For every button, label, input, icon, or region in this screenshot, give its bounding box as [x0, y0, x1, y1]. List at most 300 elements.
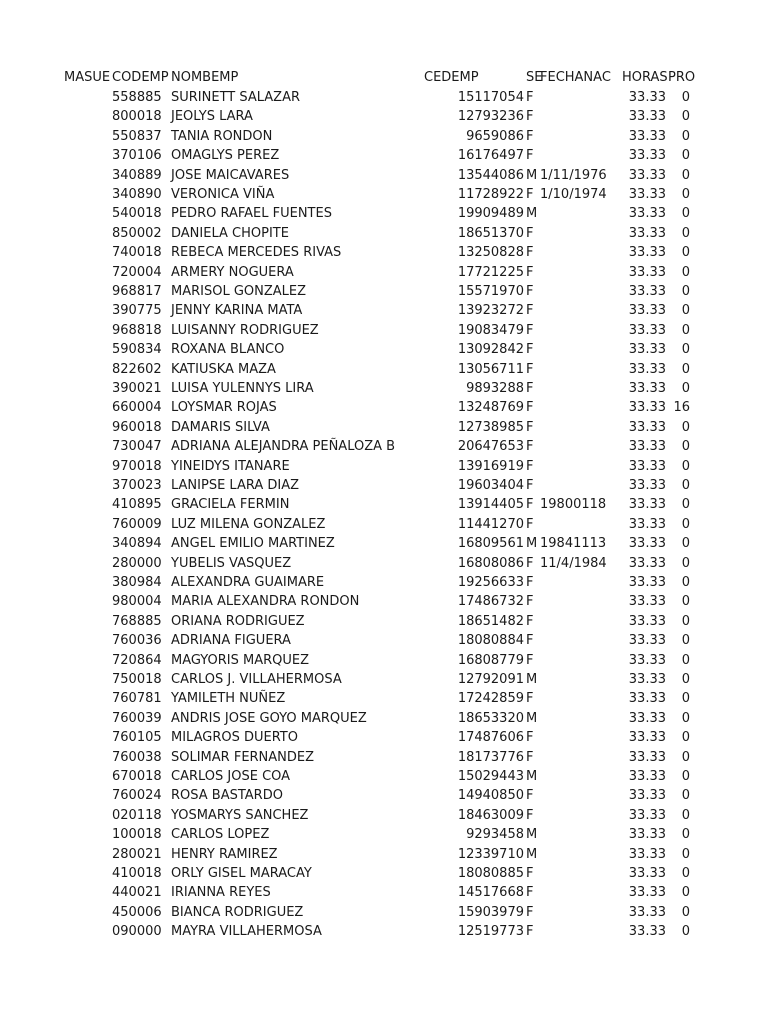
cell-horas: 33.33 — [628, 594, 666, 610]
cell-sex: F — [526, 225, 534, 241]
cell-pro: 0 — [681, 691, 690, 707]
cell-cedemp: 15117054 — [457, 90, 524, 105]
table-row — [0, 457, 768, 476]
cell-codemp: 750018 — [112, 672, 162, 687]
cell-pro: 0 — [681, 497, 690, 513]
cell-nombemp: REBECA MERCEDES RIVAS — [171, 245, 342, 261]
cell-sex: F — [526, 594, 534, 610]
cell-sex: F — [526, 885, 534, 901]
cell-horas: 33.33 — [628, 167, 666, 183]
table-row — [0, 107, 768, 126]
table-row — [0, 554, 768, 573]
cell-pro: 0 — [681, 322, 690, 338]
cell-codemp: 850002 — [112, 225, 162, 241]
cell-horas: 33.33 — [628, 497, 666, 513]
table-row — [0, 321, 768, 340]
cell-pro: 0 — [681, 419, 690, 435]
table-row — [0, 224, 768, 243]
cell-codemp: 968817 — [112, 284, 162, 299]
cell-horas: 33.33 — [628, 284, 666, 299]
table-row — [0, 127, 768, 146]
cell-nombemp: ROXANA BLANCO — [171, 342, 285, 358]
table-row — [0, 689, 768, 708]
cell-pro: 0 — [681, 594, 690, 610]
cell-fechanac: 11/4/1984 — [540, 555, 607, 571]
cell-nombemp: GRACIELA FERMIN — [171, 497, 290, 513]
cell-pro: 0 — [681, 807, 690, 823]
cell-sex: F — [526, 555, 534, 571]
cell-horas: 33.33 — [628, 613, 666, 629]
cell-sex: F — [526, 866, 534, 881]
cell-horas: 33.33 — [628, 730, 666, 746]
cell-codemp: 980004 — [112, 594, 162, 610]
header-masue: MASUE — [64, 70, 111, 85]
cell-cedemp: 13250828 — [457, 245, 524, 261]
cell-cedemp: 15903979 — [457, 904, 524, 920]
cell-sex: F — [526, 284, 534, 299]
cell-codemp: 760038 — [112, 749, 162, 765]
cell-codemp: 740018 — [112, 245, 162, 261]
cell-horas: 33.33 — [628, 342, 666, 358]
cell-sex: F — [526, 90, 534, 105]
cell-nombemp: ADRIANA ALEJANDRA PEÑALOZA B — [171, 439, 396, 455]
cell-horas: 33.33 — [628, 187, 666, 202]
cell-sex: M — [526, 710, 538, 726]
header-codemp: CODEMP — [112, 70, 169, 85]
cell-horas: 33.33 — [628, 672, 666, 687]
cell-nombemp: SURINETT SALAZAR — [171, 90, 301, 105]
cell-horas: 33.33 — [628, 361, 666, 377]
cell-horas: 33.33 — [628, 866, 666, 881]
cell-fechanac: 19800118 — [540, 497, 607, 513]
cell-sex: F — [526, 361, 534, 377]
cell-nombemp: MARIA ALEXANDRA RONDON — [171, 594, 360, 610]
cell-horas: 33.33 — [628, 148, 666, 164]
cell-horas: 33.33 — [628, 439, 666, 455]
cell-cedemp: 18463009 — [457, 807, 524, 823]
cell-cedemp: 13056711 — [457, 361, 524, 377]
table-row — [0, 340, 768, 359]
cell-pro: 0 — [681, 206, 690, 222]
cell-nombemp: MARISOL GONZALEZ — [171, 284, 307, 299]
cell-codemp: 550837 — [112, 128, 162, 144]
table-row — [0, 263, 768, 282]
cell-sex: F — [526, 749, 534, 765]
cell-cedemp: 12738985 — [457, 419, 524, 435]
cell-nombemp: SOLIMAR FERNANDEZ — [171, 749, 315, 765]
table-row — [0, 922, 768, 941]
cell-horas: 33.33 — [628, 322, 666, 338]
cell-sex: M — [526, 206, 538, 222]
cell-nombemp: TANIA RONDON — [171, 128, 273, 144]
table-row — [0, 418, 768, 437]
table-row — [0, 437, 768, 456]
cell-pro: 0 — [681, 536, 690, 552]
cell-fechanac: 1/11/1976 — [540, 167, 607, 183]
cell-sex: M — [526, 769, 538, 784]
table-row — [0, 612, 768, 631]
cell-nombemp: YAMILETH NUÑEZ — [171, 691, 286, 707]
cell-horas: 33.33 — [628, 788, 666, 804]
table-row — [0, 301, 768, 320]
cell-cedemp: 16176497 — [457, 148, 524, 164]
cell-cedemp: 15571970 — [457, 284, 524, 299]
cell-nombemp: OMAGLYS PEREZ — [171, 148, 280, 164]
cell-nombemp: ALEXANDRA GUAIMARE — [171, 575, 325, 590]
table-row — [0, 185, 768, 204]
cell-cedemp: 17486732 — [457, 594, 524, 610]
cell-pro: 0 — [681, 361, 690, 377]
cell-sex: F — [526, 924, 534, 940]
cell-codemp: 720864 — [112, 652, 162, 668]
cell-sex: F — [526, 439, 534, 455]
cell-horas: 33.33 — [628, 206, 666, 222]
cell-cedemp: 20647653 — [457, 439, 524, 455]
cell-cedemp: 13916919 — [457, 458, 524, 474]
table-row — [0, 825, 768, 844]
cell-horas: 33.33 — [628, 381, 666, 396]
cell-sex: F — [526, 458, 534, 474]
cell-horas: 33.33 — [628, 400, 666, 416]
table-row — [0, 631, 768, 650]
cell-cedemp: 17721225 — [457, 264, 524, 280]
cell-horas: 33.33 — [628, 807, 666, 823]
table-row — [0, 767, 768, 786]
cell-codemp: 800018 — [112, 109, 162, 125]
cell-pro: 0 — [681, 148, 690, 164]
cell-horas: 33.33 — [628, 749, 666, 765]
cell-cedemp: 18173776 — [457, 749, 524, 765]
cell-pro: 0 — [681, 187, 690, 202]
cell-horas: 33.33 — [628, 419, 666, 435]
cell-sex: F — [526, 652, 534, 668]
cell-codemp: 410895 — [112, 497, 162, 513]
cell-nombemp: YUBELIS VASQUEZ — [171, 555, 292, 571]
cell-pro: 0 — [681, 652, 690, 668]
cell-pro: 0 — [681, 90, 690, 105]
cell-sex: F — [526, 516, 534, 532]
cell-horas: 33.33 — [628, 885, 666, 901]
cell-codemp: 390775 — [112, 303, 162, 319]
cell-pro: 0 — [681, 516, 690, 532]
cell-nombemp: MILAGROS DUERTO — [171, 730, 298, 746]
cell-sex: F — [526, 497, 534, 513]
cell-pro: 0 — [681, 788, 690, 804]
cell-codemp: 760009 — [112, 516, 162, 532]
cell-codemp: 760024 — [112, 788, 162, 804]
cell-pro: 0 — [681, 769, 690, 784]
cell-cedemp: 15029443 — [457, 769, 524, 784]
cell-sex: F — [526, 264, 534, 280]
cell-nombemp: YINEIDYS ITANARE — [171, 458, 290, 474]
cell-pro: 0 — [681, 381, 690, 396]
cell-pro: 0 — [681, 827, 690, 843]
table-row — [0, 360, 768, 379]
cell-codemp: 280000 — [112, 555, 162, 571]
cell-sex: F — [526, 633, 534, 649]
cell-codemp: 730047 — [112, 439, 162, 455]
cell-horas: 33.33 — [628, 904, 666, 920]
cell-cedemp: 19083479 — [457, 322, 524, 338]
table-row — [0, 515, 768, 534]
cell-cedemp: 18080885 — [457, 866, 524, 881]
cell-sex: M — [526, 167, 538, 183]
cell-cedemp: 13544086 — [457, 167, 524, 183]
cell-nombemp: DANIELA CHOPITE — [171, 225, 289, 241]
cell-pro: 0 — [681, 478, 690, 493]
cell-codemp: 558885 — [112, 90, 162, 105]
cell-cedemp: 9893288 — [466, 381, 524, 396]
cell-horas: 33.33 — [628, 225, 666, 241]
table-row — [0, 282, 768, 301]
cell-sex: F — [526, 381, 534, 396]
cell-nombemp: BIANCA RODRIGUEZ — [171, 904, 304, 920]
cell-horas: 33.33 — [628, 633, 666, 649]
cell-cedemp: 12792091 — [457, 672, 524, 687]
cell-cedemp: 13092842 — [457, 342, 524, 358]
table-row — [0, 845, 768, 864]
cell-horas: 33.33 — [628, 478, 666, 493]
cell-cedemp: 19603404 — [457, 478, 524, 493]
cell-codemp: 960018 — [112, 419, 162, 435]
table-row — [0, 709, 768, 728]
header-cedemp: CEDEMP — [424, 70, 479, 85]
header-pro: PRO — [668, 70, 696, 85]
cell-cedemp: 13248769 — [457, 400, 524, 416]
cell-cedemp: 12339710 — [457, 846, 524, 862]
cell-sex: F — [526, 419, 534, 435]
cell-codemp: 450006 — [112, 904, 162, 920]
cell-sex: F — [526, 575, 534, 590]
cell-sex: F — [526, 303, 534, 319]
cell-nombemp: VERONICA VIÑA — [171, 187, 275, 202]
cell-horas: 33.33 — [628, 264, 666, 280]
cell-codemp: 370106 — [112, 148, 162, 164]
cell-codemp: 340889 — [112, 167, 162, 183]
header-row — [0, 68, 768, 87]
table-row — [0, 204, 768, 223]
cell-cedemp: 9659086 — [466, 128, 524, 144]
cell-nombemp: ARMERY NOGUERA — [171, 264, 294, 280]
cell-nombemp: CARLOS J. VILLAHERMOSA — [171, 672, 342, 687]
cell-sex: F — [526, 730, 534, 746]
cell-cedemp: 13923272 — [457, 303, 524, 319]
cell-nombemp: ORIANA RODRIGUEZ — [171, 613, 305, 629]
cell-nombemp: ADRIANA FIGUERA — [171, 633, 291, 649]
table-row — [0, 670, 768, 689]
cell-cedemp: 12793236 — [457, 109, 524, 125]
table-row — [0, 864, 768, 883]
cell-cedemp: 19909489 — [457, 206, 524, 222]
cell-sex: F — [526, 322, 534, 338]
cell-codemp: 380984 — [112, 575, 162, 590]
cell-horas: 33.33 — [628, 245, 666, 261]
cell-nombemp: ORLY GISEL MARACAY — [171, 866, 312, 881]
cell-codemp: 760781 — [112, 691, 162, 707]
cell-pro: 0 — [681, 555, 690, 571]
cell-codemp: 280021 — [112, 846, 162, 862]
cell-sex: F — [526, 342, 534, 358]
cell-pro: 16 — [673, 400, 690, 416]
cell-codemp: 720004 — [112, 264, 162, 280]
cell-horas: 33.33 — [628, 536, 666, 552]
cell-codemp: 970018 — [112, 458, 162, 474]
cell-horas: 33.33 — [628, 652, 666, 668]
table-row — [0, 495, 768, 514]
cell-codemp: 540018 — [112, 206, 162, 222]
cell-nombemp: KATIUSKA MAZA — [171, 361, 276, 377]
cell-pro: 0 — [681, 284, 690, 299]
cell-nombemp: JOSE MAICAVARES — [171, 167, 290, 183]
cell-sex: F — [526, 613, 534, 629]
cell-pro: 0 — [681, 342, 690, 358]
cell-codemp: 100018 — [112, 827, 162, 843]
cell-horas: 33.33 — [628, 827, 666, 843]
cell-nombemp: JEOLYS LARA — [171, 109, 253, 125]
table-row — [0, 166, 768, 185]
cell-cedemp: 18653320 — [457, 710, 524, 726]
cell-sex: F — [526, 788, 534, 804]
cell-nombemp: IRIANNA REYES — [171, 885, 271, 901]
cell-codemp: 090000 — [112, 924, 162, 940]
cell-codemp: 340890 — [112, 187, 162, 202]
cell-pro: 0 — [681, 128, 690, 144]
cell-cedemp: 18651482 — [457, 613, 524, 629]
header-horas: HORAS — [622, 70, 668, 85]
cell-nombemp: LOYSMAR ROJAS — [171, 400, 277, 416]
cell-nombemp: MAGYORIS MARQUEZ — [171, 652, 310, 668]
cell-codemp: 968818 — [112, 322, 162, 338]
cell-pro: 0 — [681, 167, 690, 183]
cell-sex: F — [526, 148, 534, 164]
cell-codemp: 822602 — [112, 361, 162, 377]
cell-nombemp: ANDRIS JOSE GOYO MARQUEZ — [171, 710, 367, 726]
cell-horas: 33.33 — [628, 109, 666, 125]
cell-codemp: 340894 — [112, 536, 162, 552]
cell-cedemp: 16808086 — [457, 555, 524, 571]
cell-pro: 0 — [681, 730, 690, 746]
cell-horas: 33.33 — [628, 458, 666, 474]
cell-sex: F — [526, 109, 534, 125]
cell-pro: 0 — [681, 885, 690, 901]
table-row — [0, 476, 768, 495]
cell-cedemp: 16808779 — [457, 652, 524, 668]
cell-sex: M — [526, 846, 538, 862]
cell-sex: F — [526, 187, 534, 202]
cell-pro: 0 — [681, 458, 690, 474]
cell-nombemp: CARLOS LOPEZ — [171, 827, 270, 843]
cell-pro: 0 — [681, 904, 690, 920]
cell-nombemp: MAYRA VILLAHERMOSA — [171, 924, 322, 940]
cell-nombemp: CARLOS JOSE COA — [171, 769, 291, 784]
cell-nombemp: JENNY KARINA MATA — [171, 303, 303, 319]
cell-nombemp: YOSMARYS SANCHEZ — [171, 807, 309, 823]
cell-cedemp: 14940850 — [457, 788, 524, 804]
cell-codemp: 370023 — [112, 478, 162, 493]
cell-fechanac: 1/10/1974 — [540, 187, 607, 202]
cell-pro: 0 — [681, 245, 690, 261]
table-row — [0, 651, 768, 670]
table-row — [0, 806, 768, 825]
cell-cedemp: 11441270 — [457, 516, 524, 532]
cell-cedemp: 9293458 — [466, 827, 524, 843]
table-row — [0, 728, 768, 747]
cell-pro: 0 — [681, 303, 690, 319]
cell-sex: F — [526, 478, 534, 493]
cell-codemp: 760039 — [112, 710, 162, 726]
cell-horas: 33.33 — [628, 924, 666, 940]
cell-codemp: 590834 — [112, 342, 162, 358]
table-row — [0, 88, 768, 107]
cell-nombemp: PEDRO RAFAEL FUENTES — [171, 206, 332, 222]
cell-pro: 0 — [681, 109, 690, 125]
cell-codemp: 440021 — [112, 885, 162, 901]
table-row — [0, 379, 768, 398]
cell-sex: F — [526, 245, 534, 261]
cell-pro: 0 — [681, 749, 690, 765]
cell-cedemp: 18651370 — [457, 225, 524, 241]
header-sexemp: SE — [526, 70, 543, 85]
cell-cedemp: 12519773 — [457, 924, 524, 940]
table-row — [0, 903, 768, 922]
cell-cedemp: 16809561 — [457, 536, 524, 552]
cell-pro: 0 — [681, 225, 690, 241]
cell-pro: 0 — [681, 613, 690, 629]
cell-codemp: 768885 — [112, 613, 162, 629]
cell-horas: 33.33 — [628, 128, 666, 144]
cell-cedemp: 14517668 — [457, 885, 524, 901]
cell-sex: F — [526, 400, 534, 416]
cell-nombemp: ANGEL EMILIO MARTINEZ — [171, 536, 335, 552]
table-row — [0, 243, 768, 262]
table-row — [0, 146, 768, 165]
cell-codemp: 390021 — [112, 381, 162, 396]
cell-nombemp: HENRY RAMIREZ — [171, 846, 278, 862]
cell-codemp: 760105 — [112, 730, 162, 746]
cell-codemp: 020118 — [112, 807, 162, 823]
cell-pro: 0 — [681, 575, 690, 590]
cell-nombemp: LUISA YULENNYS LIRA — [171, 381, 314, 396]
cell-horas: 33.33 — [628, 303, 666, 319]
cell-nombemp: LUZ MILENA GONZALEZ — [171, 516, 326, 532]
cell-codemp: 660004 — [112, 400, 162, 416]
cell-cedemp: 13914405 — [457, 497, 524, 513]
cell-horas: 33.33 — [628, 575, 666, 590]
cell-nombemp: ROSA BASTARDO — [171, 788, 283, 804]
cell-sex: F — [526, 904, 534, 920]
cell-sex: F — [526, 691, 534, 707]
cell-cedemp: 17242859 — [457, 691, 524, 707]
table-row — [0, 592, 768, 611]
cell-nombemp: LUISANNY RODRIGUEZ — [171, 322, 319, 338]
cell-cedemp: 17487606 — [457, 730, 524, 746]
cell-cedemp: 19256633 — [457, 575, 524, 590]
cell-horas: 33.33 — [628, 846, 666, 862]
cell-pro: 0 — [681, 710, 690, 726]
cell-horas: 33.33 — [628, 555, 666, 571]
header-fechanac: FECHANAC — [540, 70, 611, 85]
table-row — [0, 883, 768, 902]
table-row — [0, 534, 768, 553]
table-row — [0, 398, 768, 417]
cell-pro: 0 — [681, 439, 690, 455]
header-nombemp: NOMBEMP — [171, 70, 239, 85]
cell-horas: 33.33 — [628, 516, 666, 532]
cell-pro: 0 — [681, 264, 690, 280]
table-row — [0, 748, 768, 767]
cell-pro: 0 — [681, 924, 690, 940]
cell-horas: 33.33 — [628, 769, 666, 784]
